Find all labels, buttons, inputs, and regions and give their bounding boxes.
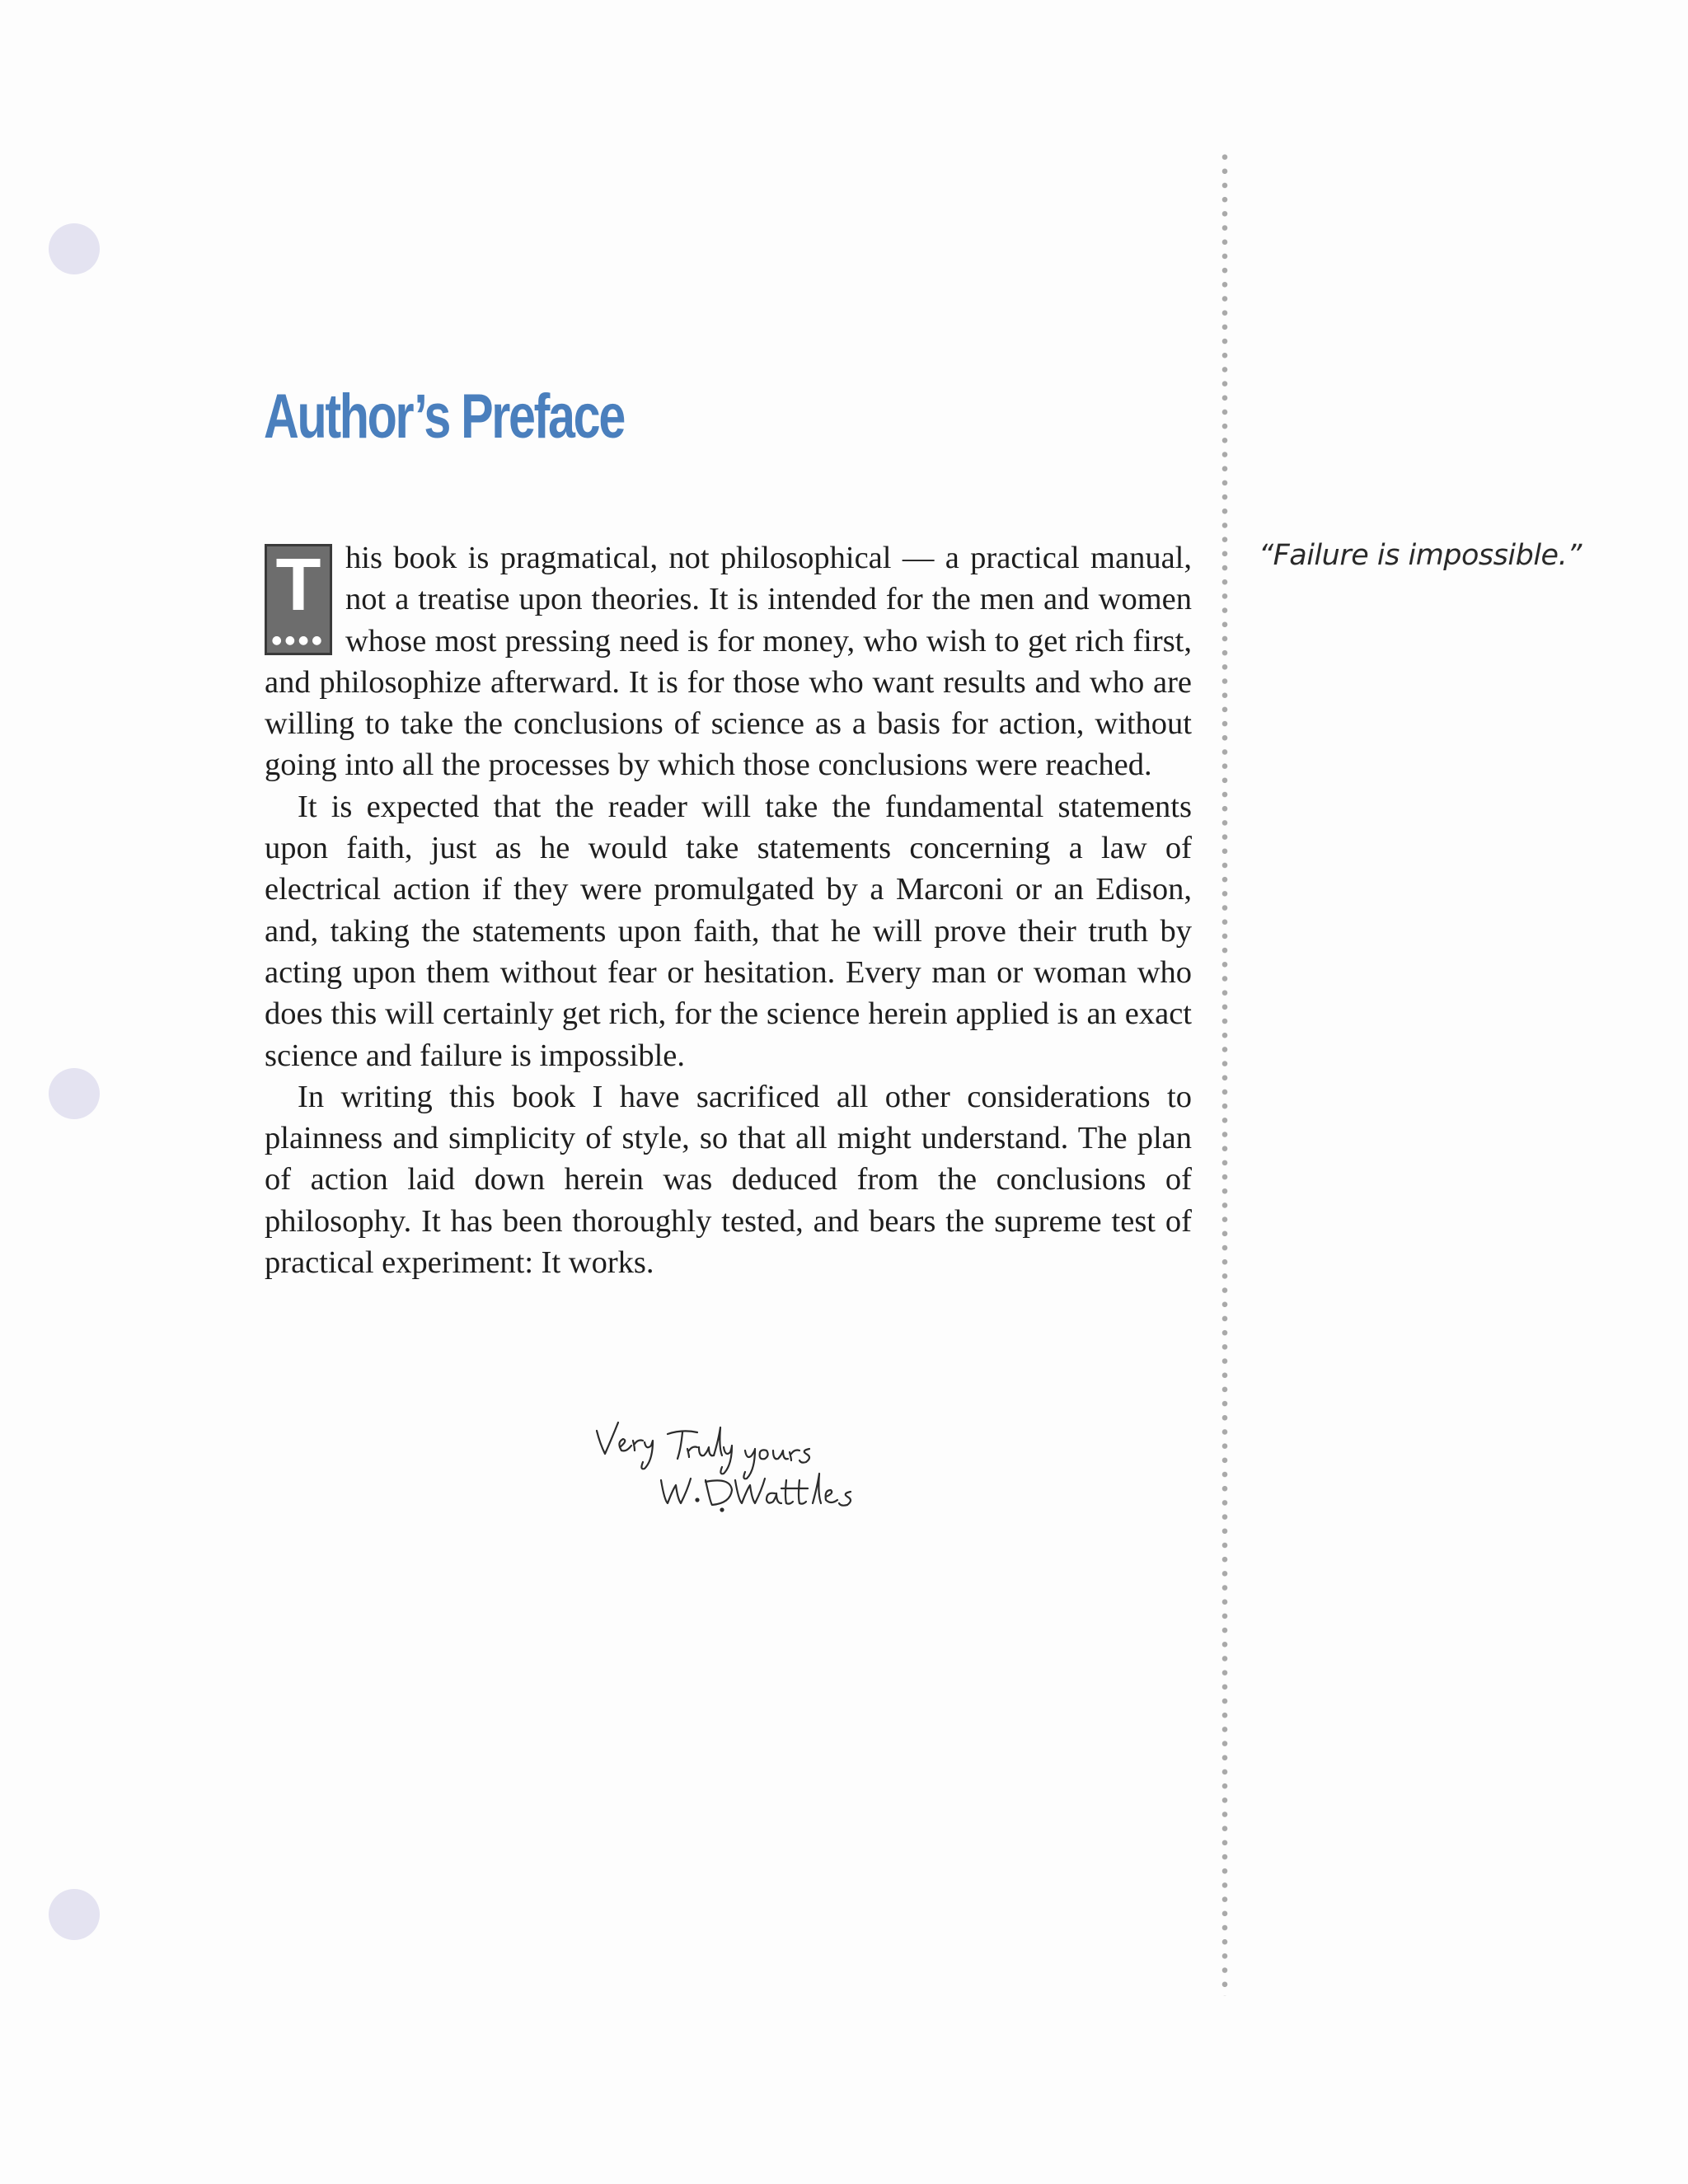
drop-cap bbox=[265, 544, 332, 655]
preface-body bbox=[265, 537, 1192, 1283]
punch-hole-middle bbox=[49, 1068, 100, 1119]
punch-hole-bottom bbox=[49, 1889, 100, 1940]
page-title: Author’s Preface bbox=[264, 382, 624, 452]
dotted-column-divider bbox=[1221, 150, 1228, 1996]
paragraph-1-text: his book is pragmatical, not philosophical — a practical manual, not a treatise upon theories. It is intended for the men and women whose most pressing need is for money, who wish to get rich first, and philosophize afterward. It is for those who want results and who are willing to take the conclusions of science as a basis for action, without going into all the processes by which those conclusions were reached. bbox=[265, 541, 1192, 783]
drop-cap-dots-ornament: ●●●● bbox=[271, 634, 326, 647]
handwritten-signature bbox=[590, 1411, 870, 1518]
paragraph-3: In writing this book I have sacrificed all other considerations to plainness and simplicity of style, so that all might understand. The plan of action laid down herein was deduced from the conclusions of philosophy. It has been thoroughly tested, and bears the supreme test of practical experiment: It works. bbox=[265, 1079, 1192, 1281]
paragraph-1 bbox=[265, 537, 1192, 786]
pull-quote: “Failure is impossible.” bbox=[1259, 539, 1582, 572]
paragraph-2: It is expected that the reader will take the fundamental statements upon faith, just as he would take statements concerning a law of electrical action if they were promulgated by a Marconi or an Edison, and, taking the statements upon faith, that he will prove their truth by acting upon them without fear or hesitation. Every man or woman who does this will certainly get rich, for the science herein applied is an exact science and failure is impossible. bbox=[265, 789, 1192, 1073]
drop-cap-letter: T bbox=[275, 544, 321, 626]
punch-hole-top bbox=[49, 223, 100, 274]
